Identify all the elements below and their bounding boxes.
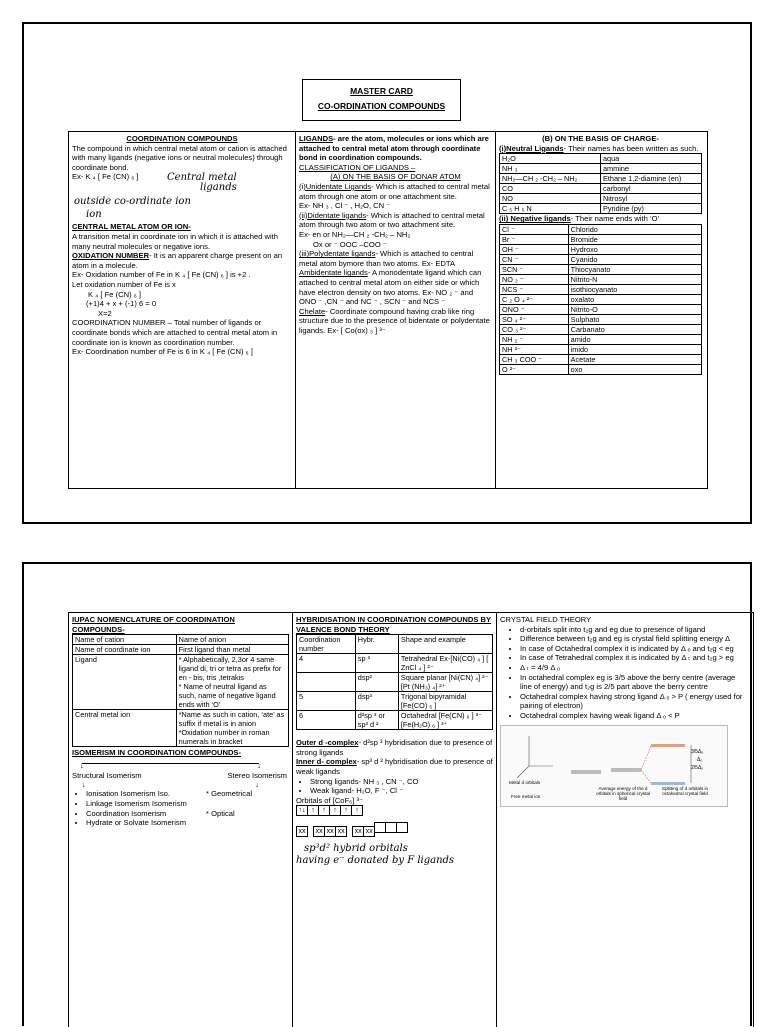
ligand-formula: CN ⁻ [500,254,569,264]
heading-inner-complex: Inner d- complex [296,757,357,767]
hybridisation-table [296,634,493,730]
ligand-name: Carbanato [568,324,701,334]
col-iupac [69,613,293,1027]
didentate-text: - Which is attached to central metal atom through two atom or two attachment site. [299,210,485,230]
handwritten-hybrid-orbitals: sp³d² hybrid orbitals [304,843,408,855]
table-row [500,244,702,254]
title-box [302,79,461,121]
coordination-number: 5 [297,692,356,711]
crystal-field-points [500,625,748,721]
inner-complex-text: - sp³ d ² hybridisation due to presence of weak ligands [296,757,493,776]
handwritten-central-metal: Central metal [167,172,237,184]
axis-y [517,766,529,778]
ligand-formula: NH₂—CH ₂ -CH₂ – NH₂ [500,174,601,184]
table-row [297,673,493,692]
table-row [500,204,702,214]
shape-example: Trigonal bipyramidal [Fe(CO) ₅ ] [398,692,492,711]
hybridisation: dsp² [355,673,398,692]
fig-label-average-energy: Average energy of the d orbitals in spherical crystal field [596,785,650,801]
ligand-name: oxo [568,364,701,374]
ambidentate-block [299,268,492,306]
table-row [500,224,702,234]
arrow-down-icon: ↓ [257,760,261,770]
iupac-rule: Name of anion [176,635,288,645]
heading-outer-complex: Outer d -complex [296,738,359,748]
table-row [500,194,702,204]
page-1 [22,22,752,524]
heading-central-metal: CENTRAL METAL ATOM OR ION- [72,222,191,232]
orbital-diagram-top [296,805,493,816]
heading-neutral-ligands: (i)Neutral Ligands [499,143,564,153]
orbital-box: xx [352,826,364,837]
table-row [500,324,702,334]
stereo-list [206,789,252,827]
heading-unidentate: (i)Unidentate Ligands [299,181,372,191]
col-charge [496,132,705,488]
hybridisation: sp ³ [355,654,398,673]
ligand-name: Hydroxo [568,244,701,254]
hybridisation: dsp³ [355,692,398,711]
fig-label-free-metal: Free metal ion [511,793,541,799]
ligand-formula: OH ⁻ [500,244,569,254]
ligand-formula: NO ₂ ⁻ [500,274,569,284]
didentate-example-1: Ex- en or NH₂—CH ₂ -CH₂ – NH₂ [299,229,411,239]
negative-text: - Their name ends with ‘O’ [570,214,660,224]
optical-isomerism: * Optical [206,808,235,818]
isomerism-type: • Coordination Isomerism [86,809,206,819]
geometrical-isomerism: * Geometrical [206,789,253,799]
orbital-box: ↑ [318,805,330,816]
hybridisation: d²sp ³ or sp³ d ² [355,711,398,730]
arrow-down-icon: ↓ [82,779,86,789]
table-row [500,284,702,294]
orbital-box [396,822,408,833]
table-row [500,274,702,284]
arrow-down-icon: ↓ [80,760,84,770]
oxidation-number-block [72,251,292,270]
heading-negative-ligands: (ii) Negative ligands [499,214,571,224]
ligand-formula: CH ₃ COO ⁻ [500,354,569,364]
handwritten-ligands: ligands [200,182,237,194]
spherical-levels [611,768,641,772]
heading-didentate: (ii)Didentate ligands [299,210,367,220]
heading-crystal-field: CRYSTAL FIELD THEORY [500,615,592,624]
heading-ambidentate: Ambidentate ligands [299,268,368,278]
ligand-name: Chlorido [568,224,701,234]
table-header-cell: Shape and example [398,635,492,654]
orbital-box: xx [296,826,308,837]
crystal-field-point: • Octahedral complex having strong ligand Δ ₒ > P ( energy used for pairing of electron) [520,692,748,711]
structural-isomerism-list [72,789,206,827]
handwritten-donated-by-f: having e⁻ donated by F ligands [296,855,455,867]
table-row [500,334,702,344]
table-row [500,234,702,244]
orbital-box: ↑ [307,805,319,816]
ligand-formula: NH ²⁻ [500,344,569,354]
orbital-box: ↑↓ [296,805,308,816]
heading-chelate: Chelate [299,306,326,316]
page2-grid [68,612,754,1027]
oxidation-let: Let oxidation number of Fe is x [72,279,176,289]
negative-ligand-table [499,224,702,375]
ligand-name: oxalato [568,294,701,304]
fig-label-delta: Δₒ [697,756,703,763]
split-line-down [641,770,651,783]
ligand-name: Nitrito-N [568,274,701,284]
table-row [73,635,289,645]
weak-ligands: • Weak ligand- H₂O, F ⁻, Cl ⁻ [310,786,493,796]
arrow-down-icon: ↓ [255,779,259,789]
ligand-name: Thiocyanato [568,264,701,274]
example-formula: Ex- K ₄ [ Fe (CN) ₆ ] [72,172,139,182]
oxidation-line-1: K ₄ [ Fe (CN) ₆ ] [88,289,141,299]
ligand-formula: NH ₂ ⁻ [500,334,569,344]
heading-basis-of-charge: (B) ON THE BASIS OF CHARGE- [542,134,659,143]
oxidation-line-2: (+1)4 + x + (-1) 6 = 0 [86,299,157,309]
crystal-field-point: • In case of Octahedral complex it is indicated by Δ ₒ and t₂g < eg [520,644,748,654]
table-row [500,264,702,274]
crystal-field-point: • In octahedral complex eg is 3/5 above the berry centre (average line of energy) and t₂g is 2/5 part above the berry centre [520,673,748,692]
table-header-cell: Coordination number [297,635,356,654]
ligand-formula: C ₅ H ₅ N [500,204,601,214]
ligand-name: Bromide [568,234,701,244]
oxidation-number-text: - It is an apparent charge present on an atom in a molecule. [72,251,283,270]
table-row [297,711,493,730]
tree-branch-line [82,763,259,764]
heading-polydentate: (iii)Polydentate ligands [299,249,376,259]
title-master-card: MASTER CARD [350,86,413,96]
polydentate-text: - Which is attached to central metal atom bymore than two atoms. Ex- EDTA [299,249,474,268]
heading-isomerism: ISOMERISM IN COORDINATION COMPOUNDS- [72,748,242,758]
isomerism-lists [72,789,289,827]
crystal-field-point: • Difference between t₂g and eg is crystal field splitting energy Δ [520,634,748,644]
ligand-name: Acetate [568,354,701,364]
orbital-diagram-bottom [296,822,493,837]
ligand-formula: CO [500,184,601,194]
split-line-up [641,746,651,770]
table-row [500,344,702,354]
free-ion-levels [571,770,601,774]
t2g-levels [651,782,685,785]
inner-complex-block [296,757,493,776]
structural-isomerism: Structural Isomerism [72,770,142,780]
ligand-name: isothiocyanato [568,284,701,294]
crystal-field-point: • Δ ₜ = 4/9 Δ ₒ [520,663,748,673]
chelate-text: - Coordinate compound having crab like ring structure due to the presence of bidentate or polydentate ligands. Ex- [ Co(ox) ₃ ] ³⁻ [299,306,490,335]
ligand-formula: Cl ⁻ [500,224,569,234]
coordination-number: 6 [297,711,356,730]
iupac-rule: *Name as such in cation, ‘ate’ as suffix if metal is in anion *Oxidation number in roman numerals in bracket [176,710,288,747]
ligand-name: Pyridine (py) [601,204,702,214]
table-row [73,710,289,747]
ligand-formula: O ²⁻ [500,364,569,374]
ligand-formula: SCN ⁻ [500,264,569,274]
didentate-example-2: Ox or ⁻ OOC –COO ⁻ [313,239,387,249]
col-hybridisation [293,613,497,1027]
shape-example: Octahedral [Fe(CN) ₆ ] ³⁻ [Fe(H₂O) ₆ ] ³⁺ [398,711,492,730]
ligands-definition [299,134,492,163]
col-crystal-field [497,613,751,1027]
ligand-name: aqua [601,154,702,164]
table-row [500,364,702,374]
chelate-block [299,307,492,336]
negative-block [499,214,702,224]
ligand-name: Ethane 1,2-diamine (en) [601,174,702,184]
isomerism-type: • Hydrate or Solvate Isomerism [86,818,206,828]
table-row [500,174,702,184]
ligand-formula: SO ₄ ²⁻ [500,314,569,324]
isomerism-type: • Linkage Isomerism Isomerism [86,799,206,809]
ligand-name: carbonyl [601,184,702,194]
fig-label-two-fifths: 2/5Δₒ [691,764,704,771]
ligand-strength-list [296,777,493,796]
coordination-number: 4 [297,654,356,673]
shape-example: Tetrahedral Ex-[Ni(CO) ₄ ] [ ZnCl ₄ ] ²⁻ [398,654,492,673]
didentate-block [299,211,492,230]
unidentate-block [299,182,492,201]
page1-grid [68,131,708,489]
ligand-formula: H₂O [500,154,601,164]
isomerism-arrows [72,780,289,790]
outer-complex-text: - d²sp ³ hybridisation due to presence of strong ligands [296,738,493,757]
eg-levels [651,744,685,747]
table-row [297,692,493,711]
iupac-table [72,634,289,747]
coordination-number [297,673,356,692]
neutral-block [499,144,702,154]
table-row [500,184,702,194]
unidentate-text: - Which is attached to central metal atom through one atom or one attachment site. [299,181,490,201]
table-header-cell: Hybr. [355,635,398,654]
handwritten-ion: ion [86,209,102,221]
orbital-box: ↑ [351,805,363,816]
table-row [73,645,289,655]
table-row [500,254,702,264]
heading-ligands: LIGANDS [299,134,334,143]
page-2 [22,562,752,1026]
outer-complex-block [296,738,493,757]
orbital-group-4p [313,826,346,837]
stereo-isomerism: Stereo Isomerism [227,770,287,780]
iupac-rule: First ligand than metal [176,645,288,655]
table-row [500,154,702,164]
iupac-term: Name of cation [73,635,177,645]
title-coordination-compounds: CO-ORDINATION COMPOUNDS [317,101,446,111]
orbital-group-4s [296,826,307,837]
isomerism-type: • Ionisation Isomerism Iso. [86,789,206,799]
ligand-formula: NCS ⁻ [500,284,569,294]
neutral-text: - Their names has been written as such. [563,143,699,153]
ligand-name: amido [568,334,701,344]
crystal-field-point: • d-orbitals split into t₂g and eg due to presence of ligand [520,625,748,635]
shape-example: Square planar [Ni(CN) ₄] ²⁻ [Pt (NH₃) ₄] ²⁺ [398,673,492,692]
table-row [500,304,702,314]
orbital-box: xx [313,826,325,837]
coordination-number-example: Ex- Coordination number of Fe is 6 in K ₄ [ Fe (CN) ₆ ] [72,347,253,357]
ligand-name: imido [568,344,701,354]
iupac-term: Central metal ion [73,710,177,747]
ligand-formula: C ₂ O ₄ ²⁻ [500,294,569,304]
heading-classification: CLASSIFICATION OF LIGANDS – [299,162,416,172]
heading-iupac: IUPAC NOMENCLATURE OF COORDINATION COMPOUNDS- [72,615,235,634]
ligand-name: Nitrito-O [568,304,701,314]
ligand-name: Cyanido [568,254,701,264]
orbital-box: ↑ [329,805,341,816]
iupac-term: Ligand [73,655,177,710]
crystal-field-figure [500,725,728,807]
fig-label-octahedral-splitting: Splitting of d orbitals in octahedral crystal field [661,785,709,796]
orbitals-label: Orbitals of [CoF₆] ³⁻ [296,795,363,805]
col-coordination-compounds [69,132,296,488]
orbital-box: ↑ [340,805,352,816]
definition-text: The compound in which central metal atom or cation is attached with many ligands (negative ions or neutral molecules) through coordinate bond. [72,143,287,172]
heading-coordination-compounds: COORDINATION COMPOUNDS [126,134,238,143]
ligand-name: ammine [601,164,702,174]
orbital-box: xx [363,826,375,837]
orbital-box: xx [324,826,336,837]
neutral-ligand-table [499,153,702,214]
unidentate-example: Ex- NH ₃ , Cl ⁻ , H₂O, CN ⁻ [299,201,391,211]
table-row [73,655,289,710]
iupac-rule: * Alphabetically, 2,3or 4 same ligand di, tri or tetra as prefix for en - bis, tris ,tetrakis * Name of neutral ligand as such, name of negative ligand ends with ‘O’ [176,655,288,710]
central-metal-text: A transition metal in coordinate ion in which it is attached with many neutral molecules or negative ions. [72,231,278,251]
ligand-formula: Br ⁻ [500,234,569,244]
oxidation-line-3: X=2 [98,308,112,318]
ligand-formula: NO [500,194,601,204]
table-row [500,314,702,324]
orbital-box: xx [335,826,347,837]
isomerism-tree [72,758,289,780]
crystal-field-point: • Octahedral complex having weak ligand Δ ₒ < P [520,711,748,721]
heading-hybridisation: HYBRIDISATION IN COORDINATION COMPOUNDS BY VALENCE BOND THEORY [296,615,492,634]
table-row [297,654,493,673]
table-header-row [297,635,493,654]
table-row [500,164,702,174]
handwritten-outside-coordinate-ion: outside co-ordinate ion [74,196,191,208]
col-ligands [296,132,496,488]
ligands-text: - are the atom, molecules or ions which are attached to central metal atom through coordinate bond in coordination compounds. [299,134,489,163]
ligand-formula: ONO ⁻ [500,304,569,314]
iupac-term: Name of coordinate ion [73,645,177,655]
ligand-name: Nitrosyl [601,194,702,204]
oxidation-example: Ex- Oxidation number of Fe in K ₄ [ Fe (CN) ₆ ] is +2 . [72,270,251,280]
polydentate-block [299,249,492,268]
crystal-field-point: • In case of Tetrahedral complex it is indicated by Δ ₜ and t₂g > eg [520,653,748,663]
ligand-name: Sulphato [568,314,701,324]
heading-donor-atom: (A) ON THE BASIS OF DONAR ATOM [330,172,461,182]
ligand-formula: NH ₃ [500,164,601,174]
ligand-formula: CO ₃ ²⁻ [500,324,569,334]
strong-ligands: • Strong ligands- NH ₃ , CN ⁻, CO [310,777,493,787]
heading-oxidation-number: OXIDATION NUMBER [72,251,150,261]
orbital-group-4d [352,822,407,837]
fig-label-metal-d: Metal d orbitals [509,779,541,785]
coordination-number-text: COORDINATION NUMBER – Total number of ligands or coordinate bonds which are attached to central metal atom in coordinate ion is known as coordination number. [72,318,278,347]
ambidentate-text: - A monodentate ligand which can attached to central metal atom on either side or which have electron density on two atoms. Ex- NO ₂ ⁻ and ONO ⁻ ,CN ⁻ and NC ⁻ , SCN ⁻ and NCS ⁻ [299,268,482,307]
table-row [500,294,702,304]
table-row [500,354,702,364]
fig-label-three-fifths: 3/5Δₒ [691,748,704,755]
example-annotation [72,172,292,222]
